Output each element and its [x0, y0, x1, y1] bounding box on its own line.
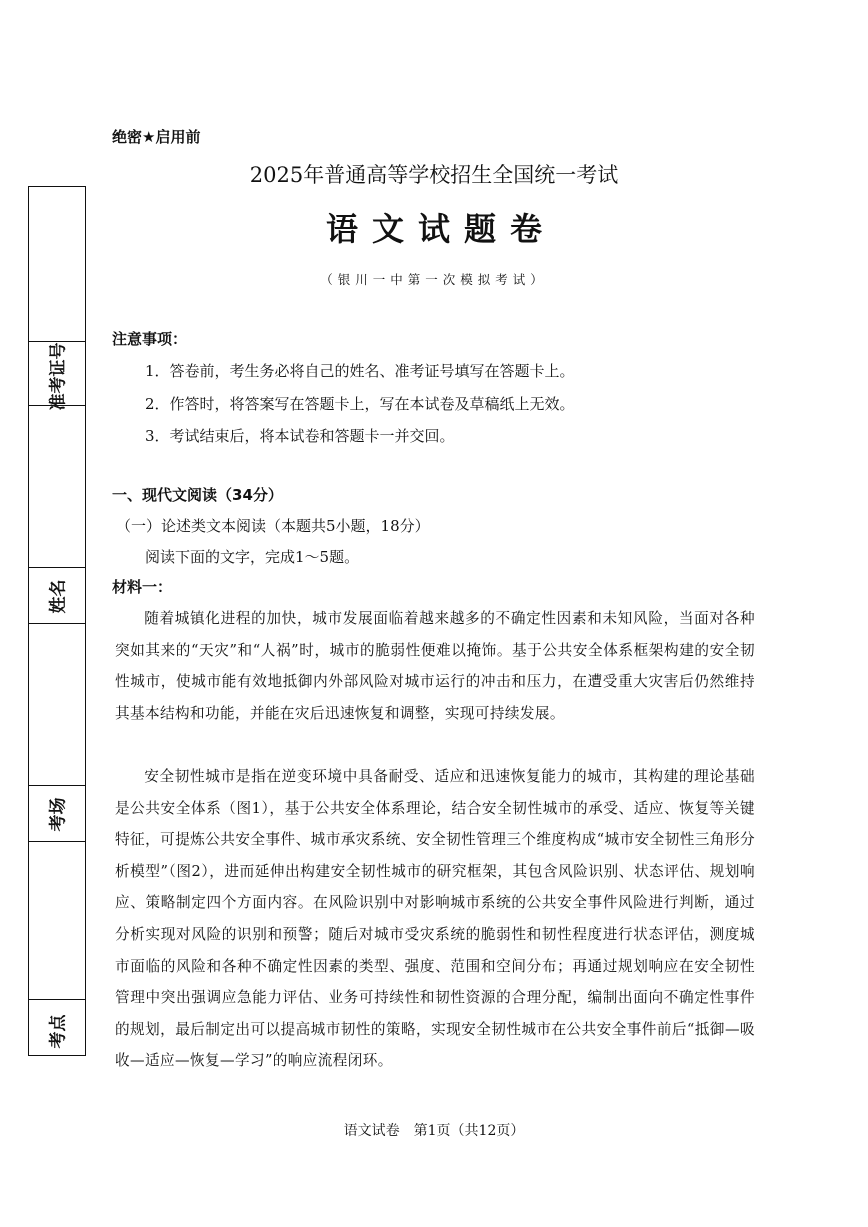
material-paragraph: 随着城镇化进程的加快，城市发展面临着越来越多的不确定性因素和未知风险，当面对各种突如其来的“天灾”和“人祸”时，城市的脆弱性便难以掩饰。基于公共安全体系框架构建的安全韧性城市，使城市能有效地抵御内外部风险对城市运行的冲击和压力，在遭受重大灾害后仍然维持其基本结构和功能，并能在灾后迅速恢复和调整，实现可持续发展。 — [115, 610, 755, 722]
notice-item: 1．答卷前，考生务必将自己的姓名、准考证号填写在答题卡上。 — [145, 362, 575, 380]
page-footer: 语文试卷 第1页（共12页） — [343, 1123, 525, 1139]
section-title: 一、现代文阅读（34分） — [112, 486, 283, 504]
strip-label-exam-room: 考场 — [48, 797, 69, 832]
secret-label: 绝密★启用前 — [112, 128, 201, 146]
material-title: 材料一： — [112, 578, 173, 596]
subsection-title: （一）论述类文本阅读（本题共5小题，18分） — [116, 517, 430, 535]
exam-title: 2025年普通高等学校招生全国统一考试 — [249, 163, 619, 187]
strip-label-admission-number: 准考证号 — [48, 342, 69, 411]
notice-item: 2．作答时，将答案写在答题卡上，写在本试卷及草稿纸上无效。 — [145, 395, 575, 413]
binding-strip — [28, 186, 86, 1056]
material-paragraph: 安全韧性城市是指在逆变环境中具备耐受、适应和迅速恢复能力的城市，其构建的理论基础是公共安全体系（图1），基于公共安全体系理论，结合安全韧性城市的承受、适应、恢复等关键特征，可提炼公共安全事件、城市承灾系统、安全韧性管理三个维度构成“城市安全韧性三角形分析模型”（图2），进而延伸出构建安全韧性城市的研究框架，其包含风险识别、状态评估、规划响应、策略制定四个方面内容。在风险识别中对影响城市系统的公共安全事件风险进行判断，通过分析实现对风险的识别和预警；随后对城市受灾系统的脆弱性和韧性程度进行状态评估，测度城市面临的风险和各种不确定性因素的类型、强度、范围和空间分布；再通过规划响应在安全韧性管理中突出强调应急能力评估、业务可持续性和韧性资源的合理分配，编制出面向不确定性事件的规划，最后制定出可以提高城市韧性的策略，实现安全韧性城市在公共安全事件前后“抵御—吸收—适应—恢复—学习”的响应流程闭环。 — [115, 768, 755, 1070]
reading-instruction: 阅读下面的文字，完成1～5题。 — [145, 548, 360, 566]
mock-exam-label: （银川一中第一次模拟考试） — [320, 272, 548, 287]
notice-item: 3．考试结束后，将本试卷和答题卡一并交回。 — [145, 427, 455, 445]
strip-label-exam-site: 考点 — [48, 1014, 69, 1049]
notice-title: 注意事项： — [112, 330, 188, 348]
subject-title: 语文试题卷 — [325, 210, 556, 248]
strip-label-name: 姓名 — [48, 579, 69, 614]
